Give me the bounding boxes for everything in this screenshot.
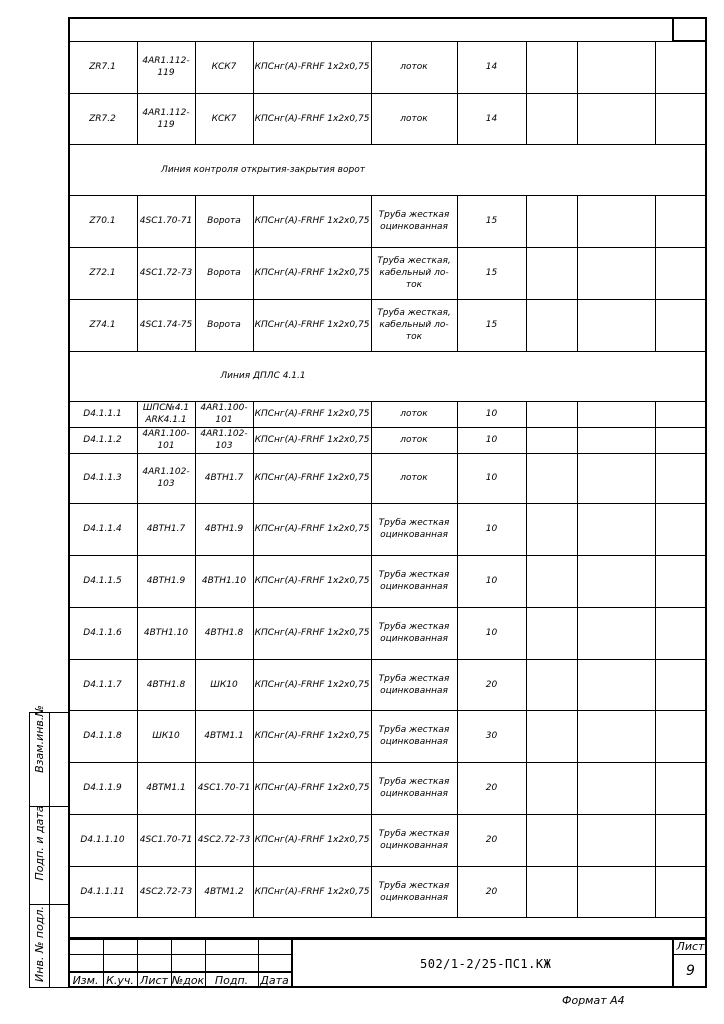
table-cell: Труба жесткая оцинкованная <box>378 622 450 644</box>
table-vline <box>655 762 656 814</box>
table-cell: 4BTH1.8 <box>204 628 244 638</box>
titleblock-line <box>672 954 707 955</box>
table-vline <box>526 555 527 607</box>
table-vline <box>526 427 527 453</box>
titleblock-col-header: Лист <box>140 974 168 987</box>
table-vline <box>577 195 578 247</box>
table-cell: Труба жесткая оцинкованная <box>378 829 450 851</box>
table-vline <box>577 659 578 710</box>
table-cell: лоток <box>400 62 428 72</box>
table-cell: 4BTM1.1 <box>146 783 186 793</box>
table-cell: D4.1.1.5 <box>83 576 122 586</box>
table-vline <box>526 659 527 710</box>
table-cell: Труба жесткая, кабельный ло- ток <box>377 256 451 290</box>
table-cell: D4.1.1.2 <box>83 435 122 445</box>
table-cell: 4SC1.70-71 <box>197 783 251 793</box>
table-vline <box>577 41 578 93</box>
table-cell: 4SC1.72-73 <box>139 268 193 278</box>
table-cell: D4.1.1.8 <box>83 731 122 741</box>
table-vline <box>577 710 578 762</box>
table-vline <box>577 427 578 453</box>
table-cell: ZR7.2 <box>89 113 116 124</box>
table-cell: КПСнг(А)-FRHF 1х2х0,75 <box>254 113 370 124</box>
table-cell: 30 <box>485 731 498 741</box>
table-hline <box>68 917 707 918</box>
table-cell: 4BTM1.1 <box>204 731 244 741</box>
titleblock-col-header: Дата <box>260 974 289 987</box>
section-header: Линия контроля открытия-закрытия ворот <box>161 164 365 175</box>
table-vline <box>526 762 527 814</box>
table-vline <box>577 299 578 351</box>
table-cell: Труба жесткая оцинкованная <box>378 518 450 540</box>
table-cell: КПСнг(А)-FRHF 1х2х0,75 <box>254 268 370 278</box>
table-cell: D4.1.1.11 <box>80 886 125 897</box>
table-cell: 4SC1.70-71 <box>139 835 193 845</box>
table-cell: Z74.1 <box>89 320 116 330</box>
table-vline <box>577 814 578 866</box>
table-cell: 14 <box>485 113 498 124</box>
titleblock-line <box>29 712 30 988</box>
table-vline <box>655 453 656 503</box>
table-cell: 4AR1.102- 103 <box>200 429 248 451</box>
table-vline <box>526 93 527 144</box>
doc-code: 502/1-2/25-ПС1.КЖ <box>420 957 552 971</box>
table-vline <box>577 247 578 299</box>
table-cell: КСК7 <box>211 62 237 72</box>
table-cell: Ворота <box>207 320 241 330</box>
table-cell: 20 <box>485 886 498 897</box>
table-cell: Труба жесткая, кабельный ло- ток <box>377 308 451 342</box>
table-cell: Труба жесткая оцинкованная <box>378 673 450 696</box>
table-vline <box>526 453 527 503</box>
titleblock-line <box>68 937 707 939</box>
table-cell: D4.1.1.6 <box>83 628 122 638</box>
table-cell: 10 <box>485 524 498 534</box>
table-cell: 4AR1.112- 119 <box>142 107 190 130</box>
table-vline <box>655 195 656 247</box>
table-cell: КПСнг(А)-FRHF 1х2х0,75 <box>254 576 370 586</box>
table-vline <box>577 555 578 607</box>
table-cell: КПСнг(А)-FRHF 1х2х0,75 <box>254 835 370 845</box>
table-cell: 10 <box>485 473 498 483</box>
titleblock-col-header: Подп. <box>214 974 249 987</box>
table-cell: 4SC2.72-73 <box>197 835 251 845</box>
table-vline <box>655 607 656 659</box>
table-vline <box>577 93 578 144</box>
sheet-number: 9 <box>686 963 695 979</box>
table-vline <box>577 866 578 917</box>
table-vline <box>655 401 656 427</box>
table-cell: 14 <box>485 62 498 72</box>
table-cell: лоток <box>400 473 428 483</box>
table-cell: ШК10 <box>152 731 180 741</box>
table-vline <box>526 41 527 93</box>
corner-box <box>672 17 707 42</box>
table-cell: ШК10 <box>210 679 238 690</box>
table-cell: 4BTH1.10 <box>201 576 247 586</box>
table-vline <box>655 299 656 351</box>
table-vline <box>655 710 656 762</box>
table-vline <box>577 503 578 555</box>
table-vline <box>577 401 578 427</box>
side-label-inv-podl: Инв. № подл. <box>33 906 46 982</box>
titleblock-line <box>291 937 293 988</box>
table-cell: 4BTH1.10 <box>143 628 189 638</box>
table-cell: 15 <box>485 216 498 226</box>
table-cell: 10 <box>485 576 498 586</box>
table-cell: 4BTH1.9 <box>204 524 244 534</box>
section-header: Линия ДПЛС 4.1.1 <box>220 371 306 381</box>
table-cell: 4AR1.102- 103 <box>142 467 190 489</box>
table-vline <box>655 814 656 866</box>
table-cell: КПСнг(А)-FRHF 1х2х0,75 <box>254 731 370 741</box>
table-cell: Ворота <box>207 268 241 278</box>
table-cell: КПСнг(А)-FRHF 1х2х0,75 <box>254 435 370 445</box>
table-cell: 4BTM1.2 <box>204 886 244 897</box>
table-cell: 4AR1.100- 101 <box>200 403 248 425</box>
titleblock-line <box>49 712 50 988</box>
side-label-podp-data: Подп. и дата <box>33 805 46 881</box>
table-vline <box>655 503 656 555</box>
table-cell: 4BTH1.9 <box>146 576 186 586</box>
table-cell: 4SC2.72-73 <box>139 886 193 897</box>
table-cell: Z72.1 <box>89 268 116 278</box>
titleblock-col-header: Изм. <box>72 974 99 987</box>
table-vline <box>526 866 527 917</box>
table-vline <box>526 401 527 427</box>
table-cell: Труба жесткая оцинкованная <box>378 210 450 232</box>
table-vline <box>655 866 656 917</box>
table-vline <box>526 607 527 659</box>
table-cell: 20 <box>485 679 498 690</box>
table-vline <box>655 659 656 710</box>
table-vline <box>655 41 656 93</box>
titleblock-col-header: №док <box>171 974 205 987</box>
table-cell: D4.1.1.1 <box>83 409 122 419</box>
table-cell: Труба жесткая оцинкованная <box>378 777 450 799</box>
table-cell: Труба жесткая оцинкованная <box>378 880 450 903</box>
table-cell: 4BTH1.8 <box>146 679 186 690</box>
table-cell: КПСнг(А)-FRHF 1х2х0,75 <box>254 409 370 419</box>
table-cell: КПСнг(А)-FRHF 1х2х0,75 <box>254 886 370 897</box>
table-cell: Труба жесткая оцинкованная <box>378 570 450 592</box>
table-cell: 4SC1.70-71 <box>139 216 193 226</box>
table-vline <box>526 247 527 299</box>
table-cell: ШПС№4.1 ARK4.1.1 <box>142 403 190 425</box>
table-cell: Труба жесткая оцинкованная <box>378 725 450 747</box>
table-cell: 4BTH1.7 <box>146 524 186 534</box>
table-cell: D4.1.1.10 <box>80 835 125 845</box>
table-cell: 15 <box>485 268 498 278</box>
table-cell: лоток <box>400 435 428 445</box>
table-cell: 20 <box>485 835 498 845</box>
sheet-label: Лист <box>676 940 705 953</box>
table-hline <box>68 939 707 940</box>
table-vline <box>655 427 656 453</box>
table-vline <box>655 555 656 607</box>
table-vline <box>526 814 527 866</box>
table-cell: Z70.1 <box>89 216 116 226</box>
table-cell: КСК7 <box>211 113 237 124</box>
table-cell: КПСнг(А)-FRHF 1х2х0,75 <box>254 524 370 534</box>
table-cell: КПСнг(А)-FRHF 1х2х0,75 <box>254 783 370 793</box>
table-cell: D4.1.1.7 <box>83 679 122 690</box>
side-label-inv-zam: Взам.инв.№ <box>33 705 46 773</box>
format-label: Формат А4 <box>562 994 625 1007</box>
table-vline <box>577 453 578 503</box>
table-cell: D4.1.1.9 <box>83 783 122 793</box>
table-cell: 10 <box>485 435 498 445</box>
table-cell: 4AR1.100- 101 <box>142 429 190 451</box>
table-vline <box>577 607 578 659</box>
table-cell: лоток <box>400 113 428 124</box>
table-cell: КПСнг(А)-FRHF 1х2х0,75 <box>254 628 370 638</box>
table-cell: 10 <box>485 628 498 638</box>
table-cell: 4AR1.112- 119 <box>142 56 190 78</box>
table-cell: Ворота <box>207 216 241 226</box>
table-cell: КПСнг(А)-FRHF 1х2х0,75 <box>254 679 370 690</box>
table-cell: 10 <box>485 409 498 419</box>
table-vline <box>526 299 527 351</box>
table-vline <box>526 503 527 555</box>
table-cell: КПСнг(А)-FRHF 1х2х0,75 <box>254 62 370 72</box>
table-cell: 20 <box>485 783 498 793</box>
table-cell: 4BTH1.7 <box>204 473 244 483</box>
table-vline <box>526 195 527 247</box>
table-cell: D4.1.1.3 <box>83 473 122 483</box>
titleblock-col-header: К.уч. <box>106 974 134 987</box>
table-cell: КПСнг(А)-FRHF 1х2х0,75 <box>254 216 370 226</box>
table-cell: КПСнг(А)-FRHF 1х2х0,75 <box>254 473 370 483</box>
table-cell: 4SC1.74-75 <box>139 320 193 330</box>
table-cell: лоток <box>400 409 428 419</box>
table-vline <box>655 93 656 144</box>
table-vline <box>577 762 578 814</box>
table-cell: КПСнг(А)-FRHF 1х2х0,75 <box>254 320 370 330</box>
table-cell: D4.1.1.4 <box>83 524 122 534</box>
table-cell: 15 <box>485 320 498 330</box>
table-vline <box>526 710 527 762</box>
table-cell: ZR7.1 <box>89 62 116 72</box>
table-vline <box>655 247 656 299</box>
